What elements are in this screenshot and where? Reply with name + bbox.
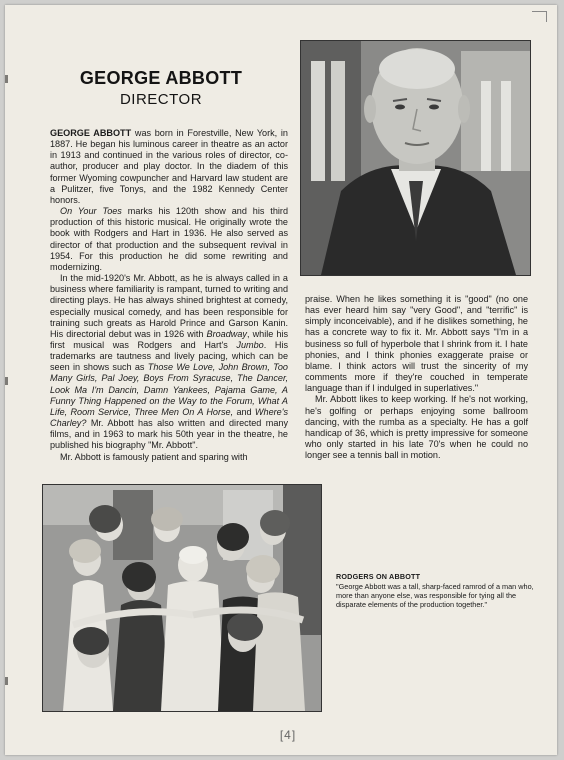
- sidebar-quote: "George Abbott was a tall, sharp-faced ramrod of a man who, more than anyone else, was responsible for tying all the disparate elements of the production together.": [336, 582, 534, 609]
- corner-crop-mark: [532, 11, 547, 22]
- binding-hole: [5, 75, 8, 83]
- page-subtitle: DIRECTOR: [119, 91, 203, 108]
- bio-paragraph: GEORGE ABBOTT was born in Forestville, New York, in 1887. He began his luminous career in theatre as an actor in 1913 and continued in the various roles of director, co-author, producer and play doctor. In the diadem of this former Wyoming cowpuncher and Harvard law student are a Pulitzer, five Tonys, and the 1982 Kennedy Center honors.: [50, 128, 288, 205]
- binding-hole: [5, 377, 8, 385]
- sidebar-heading: RODGERS ON ABBOTT: [336, 572, 421, 581]
- bio-paragraph: On Your Toes marks his 120th show and his third production of this historic musical. He originally wrote the book with Rodgers and Hart in 1936. He also served as director of that production and the subsequent revival in 1954. For this production he did some rewriting and modernizing.: [50, 206, 288, 272]
- article-column-left: [50, 128, 288, 463]
- bio-paragraph: Mr. Abbott likes to keep working. If he's not working, he's golfing or perhaps enjoying some ballroom dancing, with the rumba as a specialty. He has a golf handicap of 36, which is pretty impressive for someone who only started in his late 70's when he could no longer see a tennis ball in motion.: [305, 394, 528, 461]
- article-column-right: [305, 294, 528, 461]
- group-photo: [42, 484, 322, 712]
- bio-paragraph: Mr. Abbott is famously patient and sparing with: [60, 451, 248, 462]
- portrait-image: [301, 41, 530, 275]
- page-title: GEORGE ABBOTT: [79, 68, 243, 88]
- page-number: [4]: [279, 728, 297, 742]
- group-image: [43, 485, 321, 711]
- portrait-photo: [300, 40, 531, 276]
- bio-paragraph: In the mid-1920's Mr. Abbott, as he is always called in a business where familiarity is rampant, turned to writing and directing plays. He has always shined brightest at comedy, especially musical comedy, and has been responsible for training such greats as Harold Prince and Garson Kanin. His directorial debut was in 1926 with Broadway, while his first musical was Rodgers and Hart's Jumbo. His trademarks are tautness and lively pacing, which can be seen in shows such as Those We Love, John Brown, Too Many Girls, Pal Joey, Boys From Syracuse, The Dancer, Look Ma I'm Dancin, Damn Yankees, Pajama Game, A Funny Thing Happened on the Way to the Forum, What A Life, Room Service, Three Men On A Horse, and Where's Charley? Mr. Abbott has also written and directed many films, and in 1963 to mark his 50th year in the theatre, he published his biography "Mr. Abbott".: [50, 273, 289, 451]
- bio-paragraph: praise. When he likes something it is "good" (no one has ever heard him say "very Good", and "terrific" is simply inconceivable), and if he dislikes something, he has a concrete way to fix it. Mr. Abbott says "I'm in a business so full of hyperbole that I shrink from it. I hate phonies, and I think phonies exaggerate praise or blame. I think actors will trust the sincerity of my comments more if they're couched in temperate language than if I indulged in superlatives.": [305, 294, 528, 394]
- binding-hole: [5, 677, 8, 685]
- lead-name: GEORGE ABBOTT: [50, 128, 132, 138]
